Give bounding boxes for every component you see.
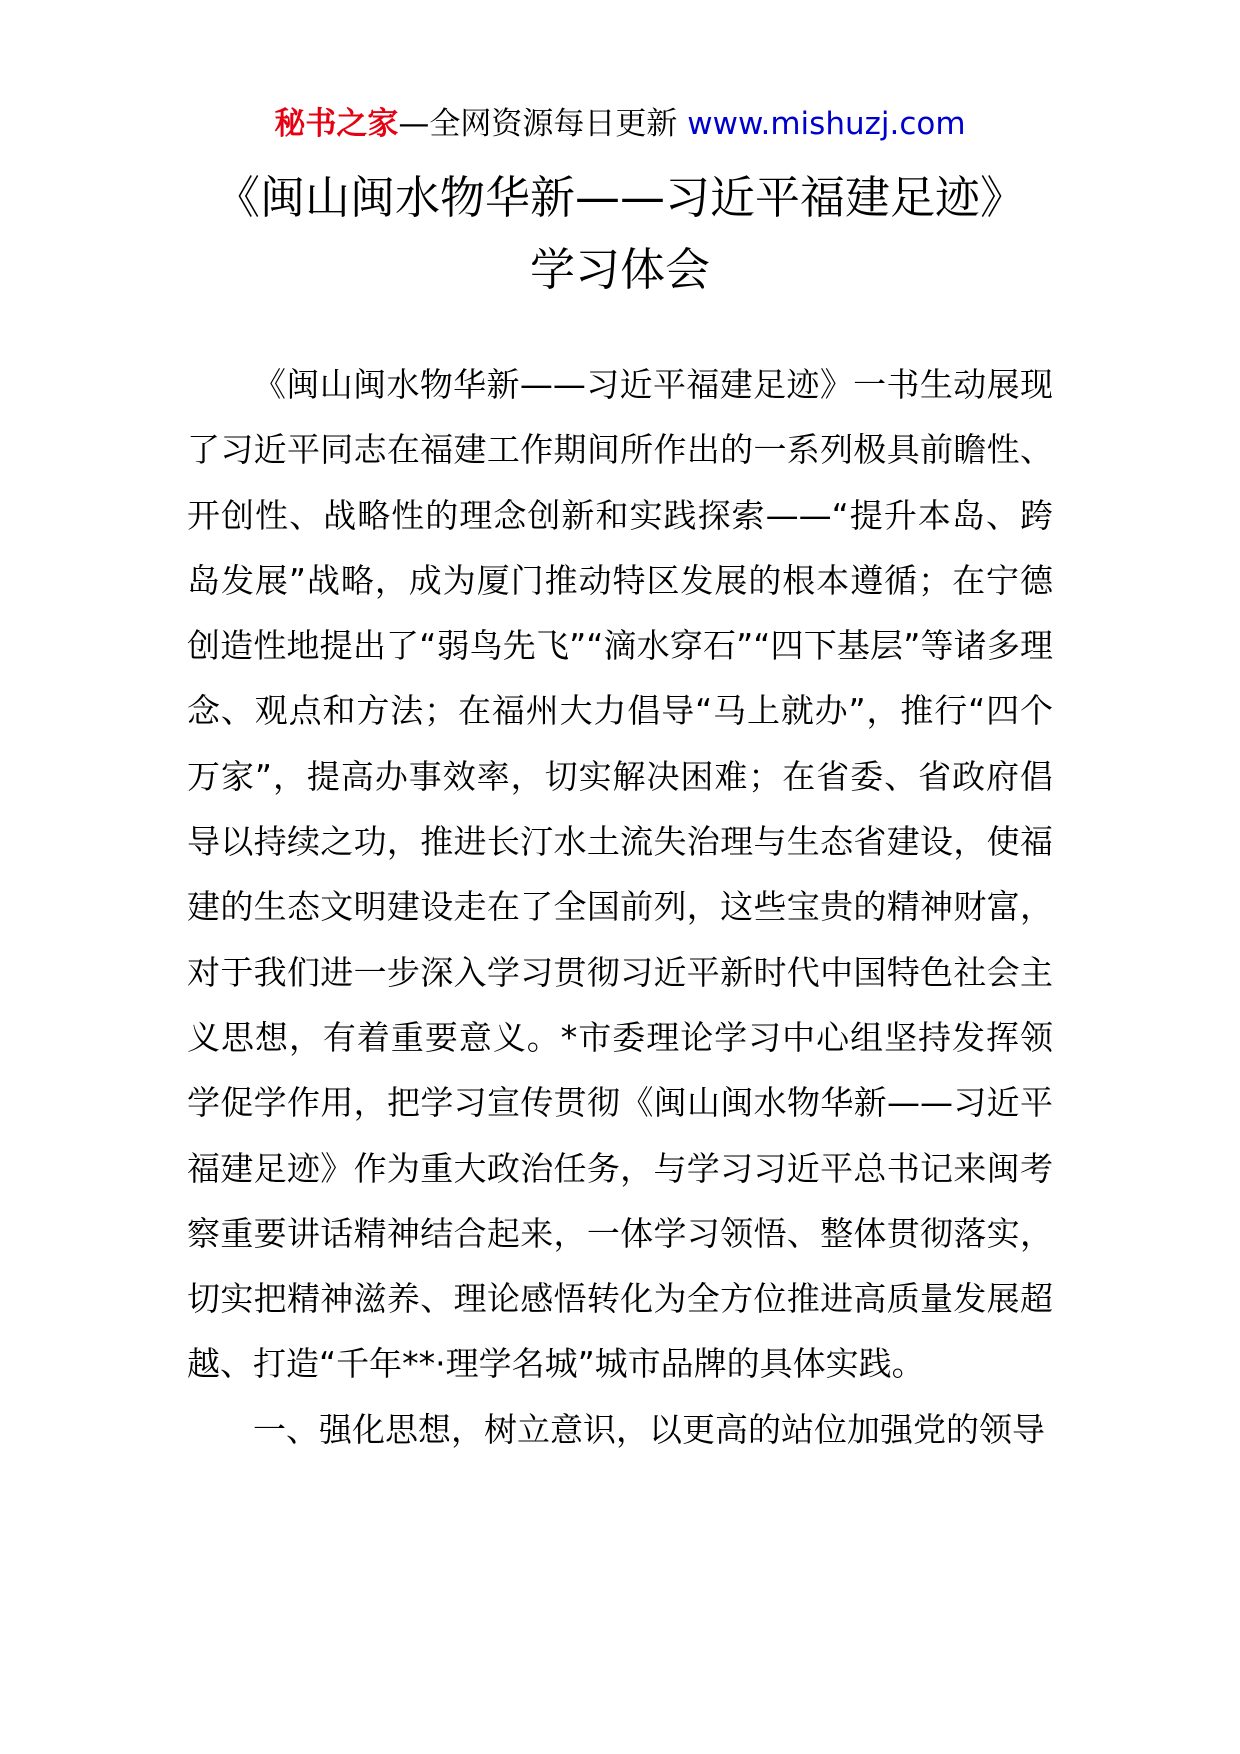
section-heading: 一、强化思想，树立意识，以更高的站位加强党的领导 xyxy=(253,1409,1045,1449)
site-banner xyxy=(0,102,1240,146)
site-slogan: —全网资源每日更新 xyxy=(398,106,688,142)
document-title-line1: 《闽山闽水物华新——习近平福建足迹》 xyxy=(214,171,1025,224)
document-title-line2: 学习体会 xyxy=(529,243,710,296)
body-paragraph: 《闽山闽水物华新——习近平福建足迹》一书生动展现了习近平同志在福建工作期间所作出的一系列极具前瞻性、开创性、战略性的理念创新和实践探索——“提升本岛、跨岛发展”战略，成为厦门推动特区发展的根本遵循；在宁德创造性地提出了“弱鸟先飞”“滴水穿石”“四下基层”等诸多理念、观点和方法；在福州大力倡导“马上就办”，推行“四个万家”，提高办事效率，切实解决困难；在省委、省政府倡导以持续之功，推进长汀水土流失治理与生态省建设，使福建的生态文明建设走在了全国前列，这些宝贵的精神财富，对于我们进一步深入学习贯彻习近平新时代中国特色社会主义思想，有着重要意义。*市委理论学习中心组坚持发挥领学促学作用，把学习宣传贯彻《闽山闽水物华新——习近平福建足迹》作为重大政治任务，与学习习近平总书记来闽考察重要讲话精神结合起来，一体学习领悟、整体贯彻落实，切实把精神滋养、理论感悟转化为全方位推进高质量发展超越、打造“千年**·理学名城”城市品牌的具体实践。 xyxy=(187,365,1053,1384)
site-brand: 秘书之家 xyxy=(274,106,399,142)
document-body xyxy=(187,352,1053,1462)
site-url: www.mishuzj.com xyxy=(687,106,966,142)
document-title xyxy=(0,162,1240,306)
